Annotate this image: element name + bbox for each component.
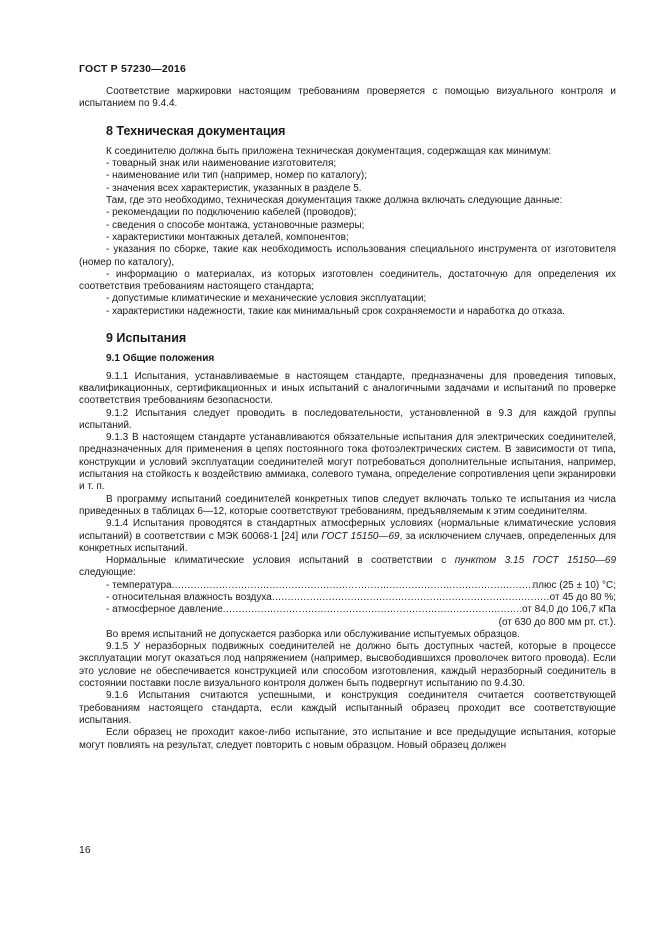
section-8-title: 8 Техническая документация <box>106 123 286 138</box>
list-item: - товарный знак или наименование изготовителя; <box>106 158 337 170</box>
list-item: - указания по сборке, такие как необходимость использования специального инструмента от изготовителя (номер по каталогу), <box>79 244 616 268</box>
clause-9-1-5: 9.1.5 У неразборных подвижных соединителей не должно быть доступных частей, которые в процессе эксплуатации могут оказаться под напряжением (например, высвободившихся проволочек витого провода). Если это условие не обеспечивается конструкцией или способом изготовления, каждый неразборный соединитель в состоянии поставки после визуального контроля должен быть подвергнут испытанию по 9.4.30. <box>79 641 616 690</box>
clause-text: , за исключением случаев, определенных для конкретных испытаний. <box>79 530 616 554</box>
list-item: - характеристики монтажных деталей, компонентов; <box>106 231 349 243</box>
list-item: - информацию о материалах, из которых изготовлен соединитель, достаточную для определения их соответствия требованиям настоящего стандарта; <box>79 268 616 293</box>
dot-leader <box>172 580 533 592</box>
section-8-lead-2: Там, где это необходимо, техническая документация также должна включать следующие данные: <box>106 195 563 207</box>
list-item: - допустимые климатические и механические условия эксплуатации; <box>106 293 427 305</box>
condition-row-temperature <box>79 580 616 592</box>
condition-value: от 84,0 до 106,7 кПа <box>521 604 616 616</box>
standard-reference: пунктом 3.15 ГОСТ 15150—69 <box>454 555 617 567</box>
clause-9-1-4 <box>79 518 616 555</box>
clause-text: Нормальные климатические условия испытаний в соответствии с <box>106 555 455 567</box>
condition-label: - температура <box>106 579 172 591</box>
no-disassembly-note: Во время испытаний не допускается разборка или обслуживание испытуемых образцов. <box>106 628 520 640</box>
subsection-9-1-title: 9.1 Общие положения <box>106 353 215 365</box>
clause-9-1-6: 9.1.6 Испытания считаются успешными, и конструкция соединителя считается соответствующей требованиям настоящего стандарта, если каждый испытанный образец проходит все соответствующие испытания. <box>79 690 616 726</box>
page-number: 16 <box>79 844 91 856</box>
clause-9-1-3: 9.1.3 В настоящем стандарте устанавливаются обязательные испытания для электрических соединителей, предназначенных для применения в цепях постоянного тока фотоэлектрических систем. В зависимости от типа, конструкции и условий эксплуатации соединителей могут потребоваться дополнительные испытания, например, испытания на стойкость к воздействию аммиака, солевого тумана, определение сопротивления цепи экранировки и т. п. <box>79 432 616 493</box>
condition-label: - атмосферное давление <box>106 604 223 616</box>
list-item: - рекомендации по подключению кабелей (проводов); <box>106 207 357 219</box>
page-header: ГОСТ Р 57230—2016 <box>79 63 187 75</box>
list-item: - наименование или тип (например, номер по каталогу); <box>106 170 368 182</box>
pressure-alt-units: (от 630 до 800 мм рт. ст.). <box>498 616 616 628</box>
section-9-title: 9 Испытания <box>106 331 187 346</box>
standard-reference: ГОСТ 15150—69 <box>321 530 400 542</box>
condition-row-humidity <box>79 592 616 604</box>
condition-value: плюс (25 ± 10) °С; <box>532 579 616 591</box>
normal-conditions-lead <box>79 555 616 580</box>
list-item: - характеристики надежности, такие как минимальный срок сохраняемости и наработка до отказа. <box>106 305 565 317</box>
clause-9-1-3-cont: В программу испытаний соединителей конкретных типов следует включать только те испытания из числа приведенных в таблицах 6—12, которые соответствуют требованиям, предъявляемым к этим соединителям. <box>79 493 616 517</box>
dot-leader <box>272 592 550 604</box>
list-item: - значения всех характеристик, указанных в разделе 5. <box>106 182 362 194</box>
clause-9-1-6-cont: Если образец не проходит какое-либо испытание, это испытание и все предыдущие испытания, которые могут повлиять на результат, следует повторить с новым образцом. Новый образец должен <box>79 727 616 751</box>
condition-row-pressure <box>79 604 616 616</box>
dot-leader <box>223 604 522 616</box>
section-8-lead: К соединителю должна быть приложена техническая документация, содержащая как минимум: <box>106 145 552 157</box>
condition-value: от 45 до 80 %; <box>549 591 616 603</box>
clause-text: следующие: <box>79 567 136 579</box>
clause-text: 9.1.4 Испытания проводятся в стандартных атмосферных условиях (нормальные климатические условия испытаний) в соответствии с МЭК 60068-1 [24] или <box>79 518 616 542</box>
list-item: - сведения о способе монтажа, установочные размеры; <box>106 219 365 231</box>
intro-paragraph: Соответствие маркировки настоящим требованиям проверяется с помощью визуального контроля и испытанием по 9.4.4. <box>79 86 616 110</box>
condition-label: - относительная влажность воздуха <box>106 591 272 603</box>
clause-9-1-1: 9.1.1 Испытания, устанавливаемые в настоящем стандарте, предназначены для проведения типовых, квалификационных, сертификационных и иных испытаний с аналогичными задачами и испытаний по проверке соответствия требованиям безопасности. <box>79 370 616 407</box>
document-body <box>79 86 616 752</box>
clause-9-1-2: 9.1.2 Испытания следует проводить в последовательности, установленной в 9.3 для каждой группы испытаний. <box>79 407 616 431</box>
